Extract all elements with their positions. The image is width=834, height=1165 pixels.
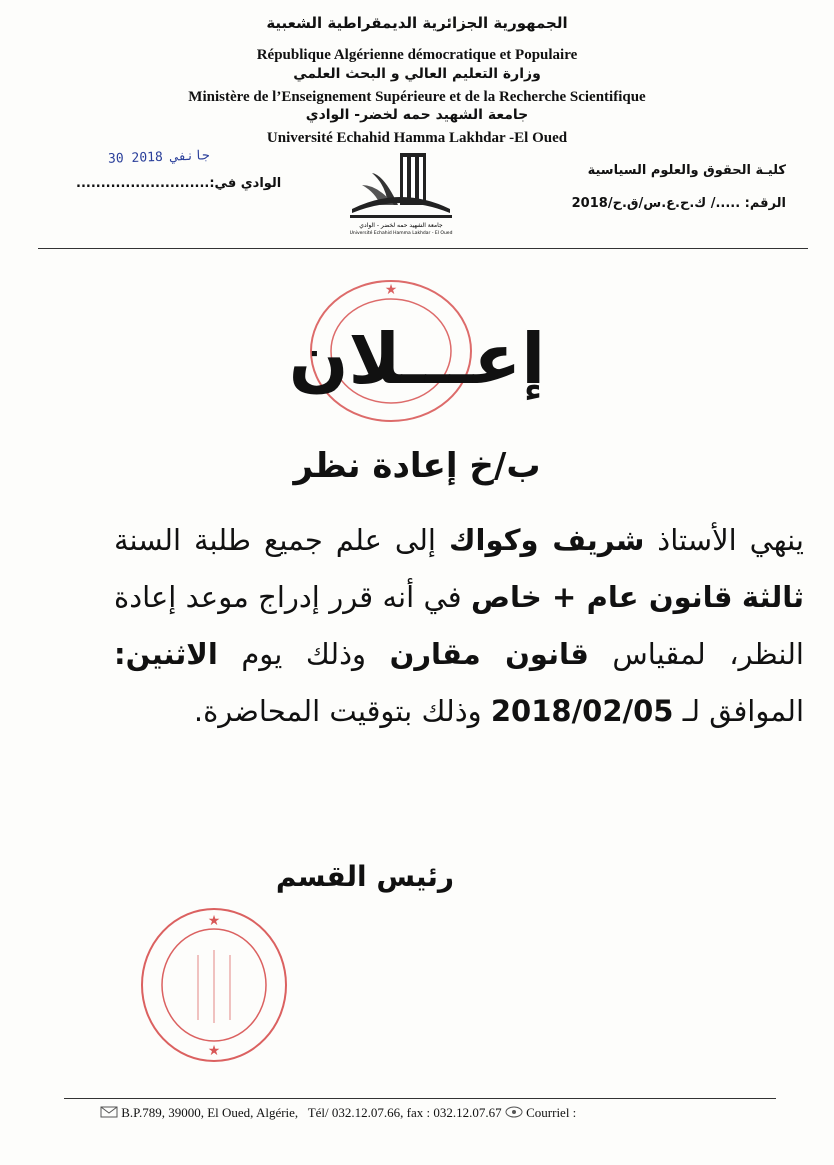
university-arabic: جامعة الشهيد حمه لخضر- الوادي [305, 107, 529, 123]
place-date: الوادي في:........................... [76, 176, 282, 191]
footer-address: B.P.789, 39000, El Oued, Algérie, [121, 1105, 299, 1120]
svg-text:★: ★ [207, 1043, 221, 1059]
date-stamp: 30 جانفي 2018 [107, 148, 210, 167]
body-text: في أنه قرر إدراج موعد إعادة النظر، لمقياس [114, 580, 804, 671]
study-year: ثالثة [741, 580, 805, 614]
footer-phone: Tél/ 032.12.07.66, fax : 032.12.07.67 [307, 1105, 502, 1120]
program-name: قانون عام + خاص [470, 580, 733, 614]
ministry-french: Ministère de l’Enseignement Supérieure et de la Recherche Scientifique [188, 89, 646, 105]
email-icon [505, 1106, 523, 1122]
exam-date: 2018/02/05 [490, 694, 674, 728]
envelope-icon [100, 1106, 118, 1122]
ministry-arabic: وزارة التعليم العالي و البحث العلمي [293, 66, 541, 82]
body-text: وذلك بتوقيت المحاضرة. [193, 694, 491, 728]
body-text: الموافق لـ [673, 694, 804, 728]
university-logo [342, 145, 460, 237]
footer-contact [100, 1105, 576, 1122]
svg-text:★: ★ [207, 913, 221, 929]
exam-day: الاثنين: [114, 637, 218, 671]
footer-email-label: Courriel : [526, 1105, 577, 1120]
reference-number: الرقم: ...../ ك.ح.ع.س/ق.ح/2018 [571, 196, 786, 211]
course-name: قانون مقارن [389, 637, 589, 671]
body-text: إلى علم جميع طلبة السنة [114, 523, 449, 557]
logo-caption-arabic: جامعة الشهيد حمه لخضر - الوادي [359, 222, 443, 229]
svg-text:★: ★ [384, 282, 398, 298]
republic-french: République Algérienne démocratique et Populaire [256, 47, 578, 63]
university-french: Université Echahid Hamma Lakhdar -El Oued [266, 130, 568, 146]
notice-body [114, 512, 804, 740]
body-text: وذلك يوم [217, 637, 390, 671]
body-text [733, 580, 742, 614]
department-head-signature: رئيس القسم [275, 860, 454, 893]
notice-subtitle: ب/خ إعادة نظر [293, 446, 541, 486]
footer-divider [64, 1098, 776, 1099]
department-stamp [138, 905, 290, 1065]
header-divider [38, 248, 808, 249]
body-text: ينهي الأستاذ [644, 523, 804, 557]
faculty-name: كليـة الحقوق والعلوم السياسية [587, 163, 786, 178]
notice-title: إعـــلان [288, 318, 546, 400]
teacher-name: شريف وكواك [448, 523, 645, 557]
republic-arabic: الجمهورية الجزائرية الديمقراطية الشعبية [266, 14, 568, 32]
logo-caption-french: Université Echahid Hamma Lakhdar - El Oued [349, 231, 453, 236]
